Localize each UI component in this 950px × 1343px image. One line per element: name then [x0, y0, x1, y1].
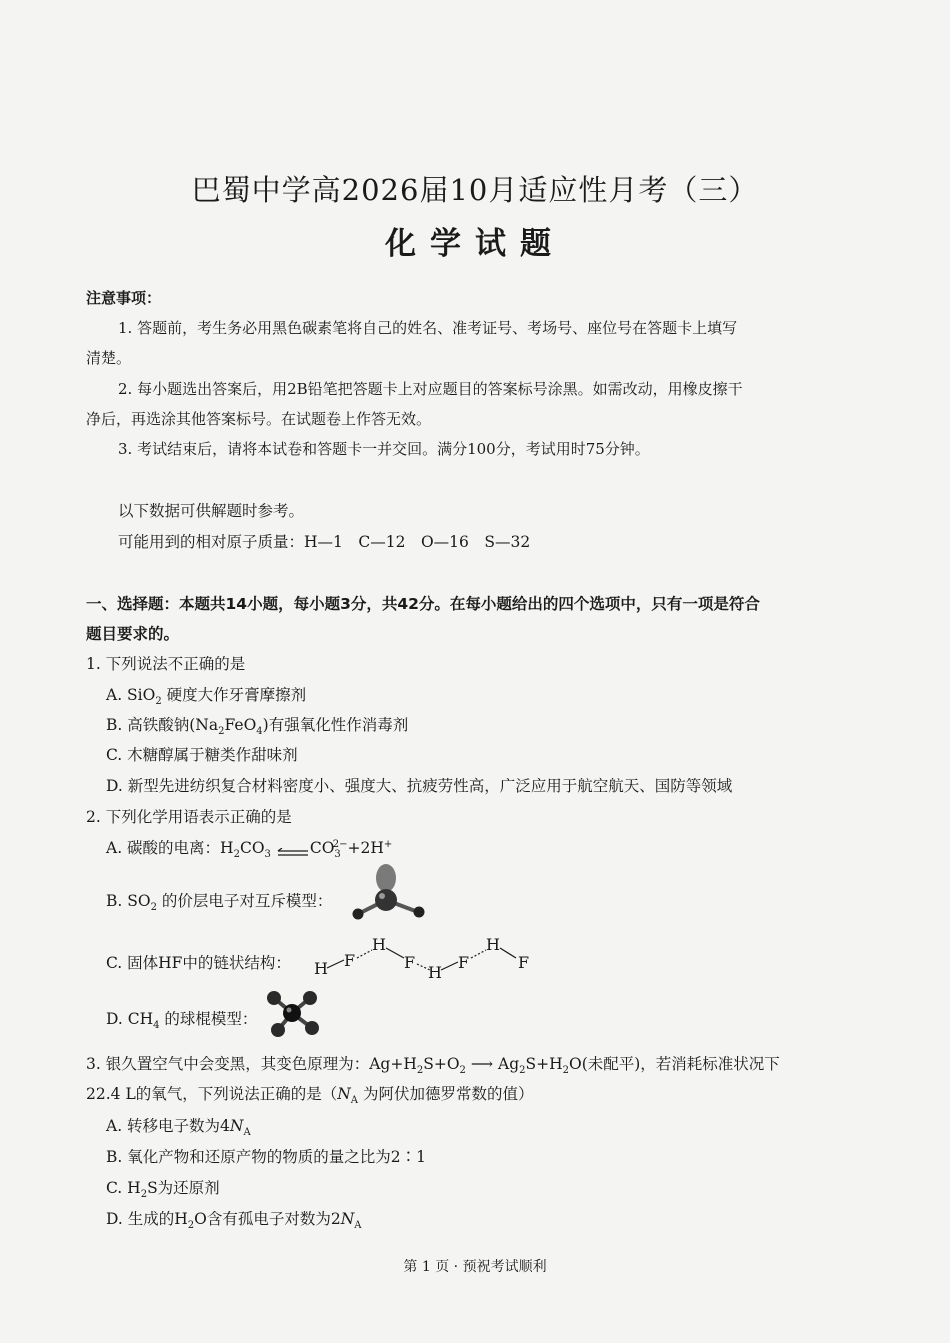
q1-option-b: B. 高铁酸钠$(Na_2FeO_4)$有强氧化性作消毒剂 [106, 716, 409, 738]
hydrogen-atom [267, 991, 281, 1005]
section-1-heading-cont: 题目要求的。 [86, 625, 180, 643]
q2-option-d: D. $CH_4$ 的球棍模型： [106, 1010, 258, 1032]
note-1-line-1: 1. 答题前，考生务必用黑色碳素笔将自己的姓名、准考证号、考场号、座位号在答题卡上填写 [118, 319, 738, 337]
q2-option-b: B. $SO_2$ 的价层电子对互斥模型： [106, 892, 333, 914]
hf-f-atom: F [458, 953, 470, 972]
oxygen-atom [353, 909, 364, 920]
q1-option-d: D. 新型先进纺织复合材料密度小、强度大、抗疲劳性高，广泛应用于航空航天、国防等领域 [106, 777, 733, 795]
so2-vsepr-model [348, 862, 430, 928]
sulfur-atom [375, 889, 397, 911]
q1-option-c: C. 木糖醇属于糖类作甜味剂 [106, 746, 298, 764]
hydrogen-atom [305, 1021, 319, 1035]
page-footer: 第 1 页 · 预祝考试顺利 [403, 1259, 547, 1275]
hf-f-atom: F [518, 953, 530, 972]
hf-h-atom: H [428, 963, 442, 982]
hf-chain-structure [310, 930, 550, 982]
reference-intro: 以下数据可供解题时参考。 [118, 502, 305, 520]
exam-title: 巴蜀中学高2026届10月适应性月考（三） [191, 173, 759, 207]
q2-option-c: C. 固体HF中的链状结构： [106, 954, 291, 972]
atomic-masses: 可能用到的相对原子质量：H—1 C—12 O—16 S—32 [118, 533, 531, 551]
q2-option-a: A. 碳酸的电离：$H_2CO_3$ $CO_3^{2-}+2H^+$ [106, 838, 393, 861]
carbon-atom [283, 1004, 301, 1022]
note-2-line-1: 2. 每小题选出答案后，用2B铅笔把答题卡上对应题目的答案标号涂黑。如需改动，用橡皮擦干 [118, 380, 743, 398]
note-2-line-2: 净后，再选涂其他答案标号。在试题卷上作答无效。 [86, 410, 432, 428]
hydrogen-atom [303, 991, 317, 1005]
note-1-line-2: 清楚。 [86, 349, 132, 367]
hf-f-atom: F [404, 953, 416, 972]
ch4-ball-stick-model [262, 988, 324, 1038]
q1-stem: 1. 下列说法不正确的是 [86, 655, 246, 673]
exam-subtitle: 化学试题 [385, 226, 565, 262]
equilibrium-arrow-icon [276, 844, 310, 854]
hf-h-atom: H [372, 935, 386, 954]
lone-pair-lobe [376, 864, 396, 892]
q1-option-a: A. SiO$_2$ 硬度大作牙膏摩擦剂 [106, 686, 307, 708]
hf-h-atom: H [486, 935, 500, 954]
q2-stem: 2. 下列化学用语表示正确的是 [86, 808, 292, 826]
hydrogen-atom [271, 1023, 285, 1037]
q3-stem-line-2: 22.4 L的氧气，下列说法正确的是（$N_A$ 为阿伏加德罗常数的值） [86, 1085, 534, 1107]
q3-option-a: A. 转移电子数为$4N_A$ [106, 1117, 251, 1139]
hf-h-atom: H [314, 959, 328, 978]
note-3: 3. 考试结束后，请将本试卷和答题卡一并交回。满分100分，考试用时75分钟。 [118, 440, 650, 458]
q3-stem-line-1: 3. 银久置空气中会变黑，其变色原理为：$Ag+H_2S+O_2$ ⟶ $Ag_2S+H_2O$(未配平)，若消耗标准状况下 [86, 1055, 780, 1077]
q3-option-c: C. $H_2S$为还原剂 [106, 1179, 220, 1201]
q3-option-b: B. 氧化产物和还原产物的物质的量之比为2∶1 [106, 1148, 426, 1166]
q3-option-d: D. 生成的$H_2O$含有孤电子对数为$2N_A$ [106, 1210, 362, 1232]
hf-f-atom: F [344, 951, 356, 970]
notes-heading: 注意事项： [86, 289, 162, 307]
section-1-heading: 一、选择题：本题共14小题，每小题3分，共42分。在每小题给出的四个选项中，只有一项是符合 [86, 595, 760, 613]
oxygen-atom [414, 907, 425, 918]
